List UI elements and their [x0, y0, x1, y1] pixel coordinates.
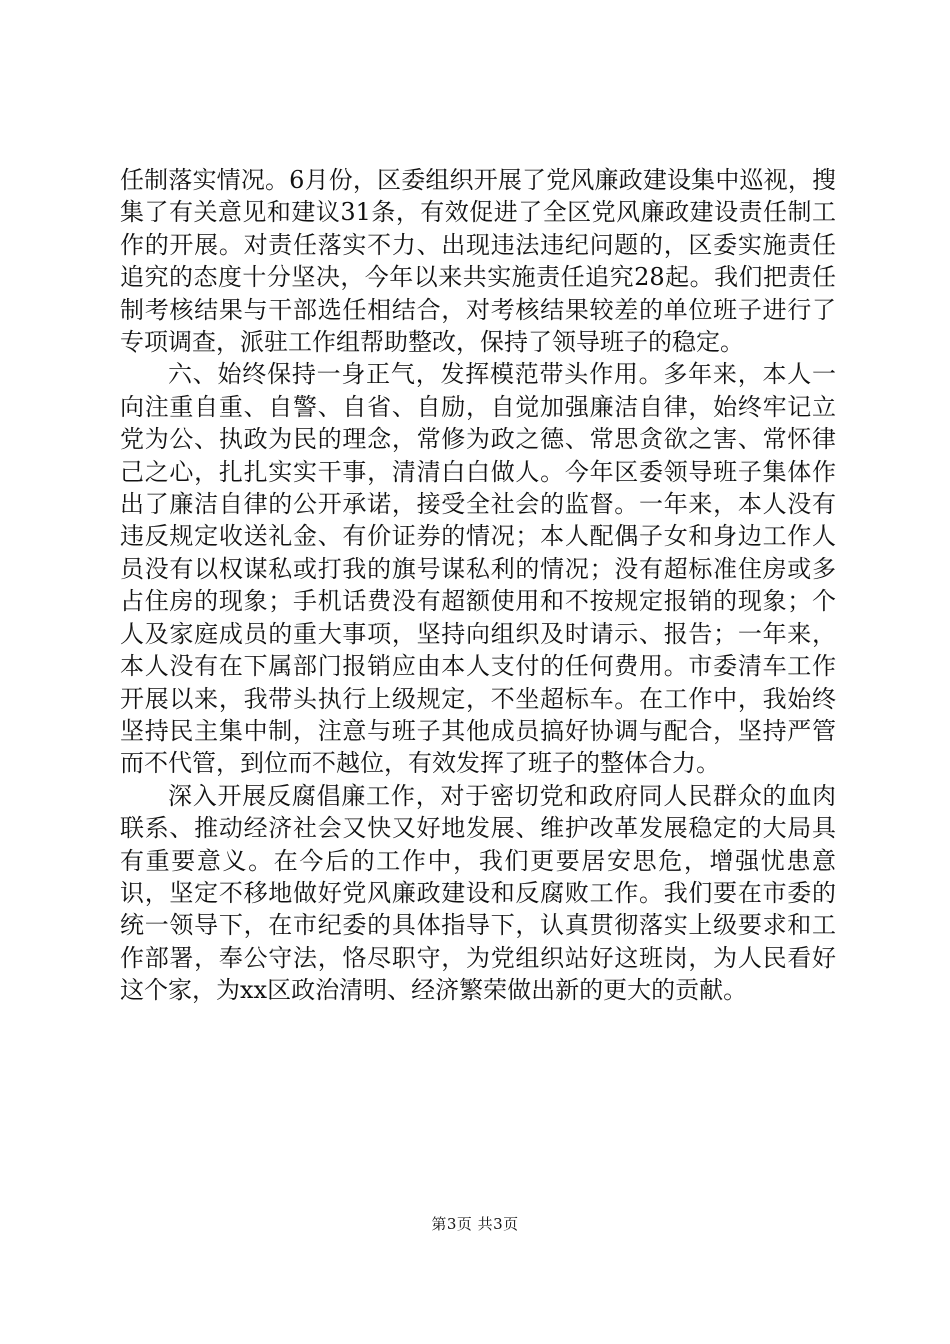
page-number-footer: 第3页 共3页	[431, 1215, 519, 1233]
paragraph-section-six: 六、始终保持一身正气，发挥模范带头作用。多年来，本人一向注重自重、自警、自省、自励，自觉加强廉洁自律，始终牢记立党为公、执政为民的理念，常修为政之德、常思贪欲之害、常怀律己之心，扎扎实实干事，清清白白做人。今年区委领导班子集体作出了廉洁自律的公开承诺，接受全社会的监督。一年来，本人没有违反规定收送礼金、有价证券的情况；本人配偶子女和身边工作人员没有以权谋私或打我的旗号谋私利的情况；没有超标准住房或多占住房的现象；手机话费没有超额使用和不按规定报销的现象；个人及家庭成员的重大事项，坚持向组织及时请示、报告；一年来，本人没有在下属部门报销应由本人支付的任何费用。市委清车工作开展以来，我带头执行上级规定，不坐超标车。在工作中，我始终坚持民主集中制，注意与班子其他成员搞好协调与配合，坚持严管而不代管，到位而不越位，有效发挥了班子的整体合力。	[120, 360, 836, 778]
paragraph-conclusion: 深入开展反腐倡廉工作，对于密切党和政府同人民群众的血肉联系、推动经济社会又快又好地发展、维护改革发展稳定的大局具有重要意义。在今后的工作中，我们更要居安思危，增强忧患意识，坚定不移地做好党风廉政建设和反腐败工作。我们要在市委的统一领导下，在市纪委的具体指导下，认真贯彻落实上级要求和工作部署，奉公守法，恪尽职守，为党组织站好这班岗，为人民看好这个家，为xx区政治清明、经济繁荣做出新的更大的贡献。	[120, 781, 836, 1005]
paragraph-continuation: 任制落实情况。6月份，区委组织开展了党风廉政建设集中巡视，搜集了有关意见和建议31条，有效促进了全区党风廉政建设责任制工作的开展。对责任落实不力、出现违法违纪问题的，区委实施责任追究的态度十分坚决，今年以来共实施责任追究28起。我们把责任制考核结果与干部选任相结合，对考核结果较差的单位班子进行了专项调查，派驻工作组帮助整改，保持了领导班子的稳定。	[120, 166, 836, 357]
document-body	[120, 164, 836, 1007]
